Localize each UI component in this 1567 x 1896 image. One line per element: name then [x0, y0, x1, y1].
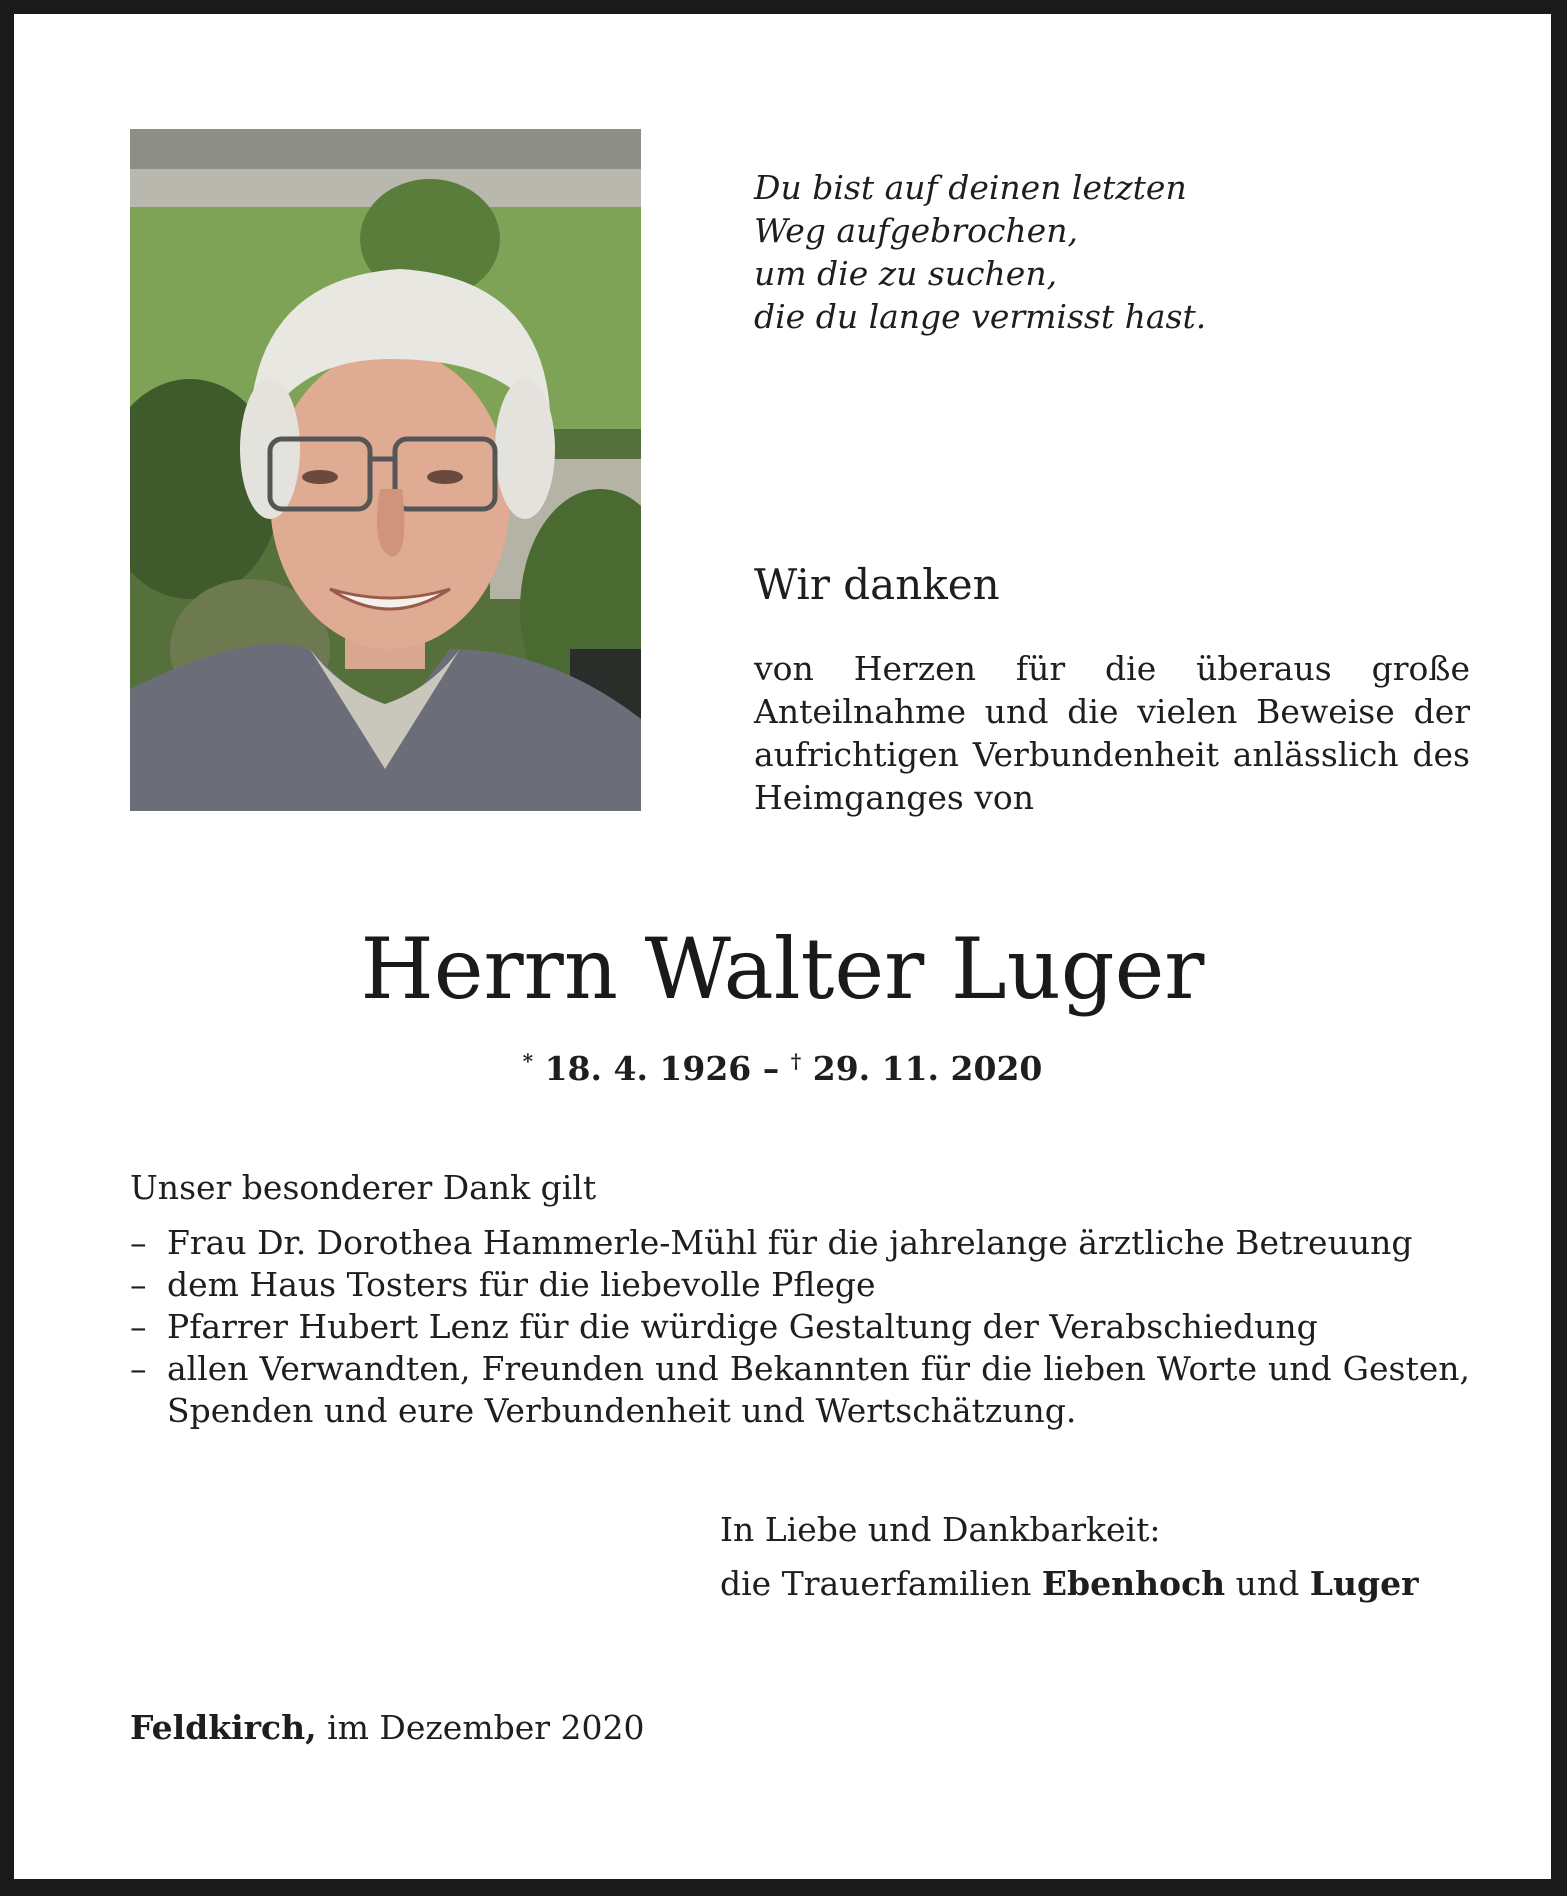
- list-item: [130, 1348, 1470, 1432]
- list-item-text: Frau Dr. Dorothea Hammerle-Mühl für die jahrelange ärztliche Betreuung: [167, 1223, 1413, 1262]
- portrait-illustration: [130, 129, 641, 811]
- families-conjunction: und: [1235, 1564, 1300, 1603]
- deceased-name: Herrn Walter Luger: [360, 920, 1205, 1018]
- list-dash: –: [130, 1223, 147, 1262]
- list-dash: –: [130, 1265, 147, 1304]
- list-item-text: allen Verwandten, Freunden und Bekannten für die lieben Worte und Gesten, Spenden und eure Verbundenheit und Wertschätzung.: [167, 1349, 1470, 1430]
- closing-line: In Liebe und Dankbarkeit:: [720, 1510, 1161, 1549]
- families-prefix: die Trauerfamilien: [720, 1564, 1032, 1603]
- thanks-body: von Herzen für die überaus große Anteilnahme und die vielen Beweise der aufrichtigen Verbundenheit anlässlich des Heimganges von: [754, 649, 1470, 817]
- closing-signature: [720, 1503, 1418, 1611]
- date-separator: –: [762, 1049, 780, 1088]
- place-and-date: [130, 1706, 645, 1750]
- birth-date: 18. 4. 1926: [544, 1049, 752, 1088]
- list-dash: –: [130, 1349, 147, 1388]
- obituary-card: [14, 14, 1551, 1879]
- list-dash: –: [130, 1307, 147, 1346]
- family-name-luger: Luger: [1309, 1564, 1419, 1603]
- list-item: [130, 1306, 1470, 1348]
- families-line: [720, 1557, 1418, 1611]
- family-name-ebenhoch: Ebenhoch: [1041, 1564, 1226, 1603]
- list-item-text: dem Haus Tosters für die liebevolle Pflege: [167, 1265, 876, 1304]
- portrait-photo: [130, 129, 641, 811]
- place-city: Feldkirch,: [130, 1708, 317, 1747]
- poem: [754, 166, 1206, 338]
- list-item: [130, 1222, 1470, 1264]
- list-item: [130, 1264, 1470, 1306]
- poem-line: um die zu suchen,: [754, 254, 1058, 293]
- thanks-heading: Wir danken: [754, 560, 1000, 609]
- poem-line: Du bist auf deinen letzten: [754, 168, 1187, 207]
- poem-line: die du lange vermisst hast.: [754, 297, 1207, 336]
- life-dates: [14, 1040, 1551, 1090]
- place-date: im Dezember 2020: [327, 1708, 645, 1747]
- poem-line: Weg aufgebrochen,: [754, 211, 1078, 250]
- special-thanks-intro: Unser besonderer Dank gilt: [130, 1168, 597, 1207]
- special-thanks-list: [130, 1222, 1470, 1432]
- list-item-text: Pfarrer Hubert Lenz für die würdige Gestaltung der Verabschiedung: [167, 1307, 1318, 1346]
- death-date: 29. 11. 2020: [812, 1049, 1043, 1088]
- birth-symbol: *: [522, 1049, 534, 1073]
- death-symbol: †: [790, 1049, 802, 1073]
